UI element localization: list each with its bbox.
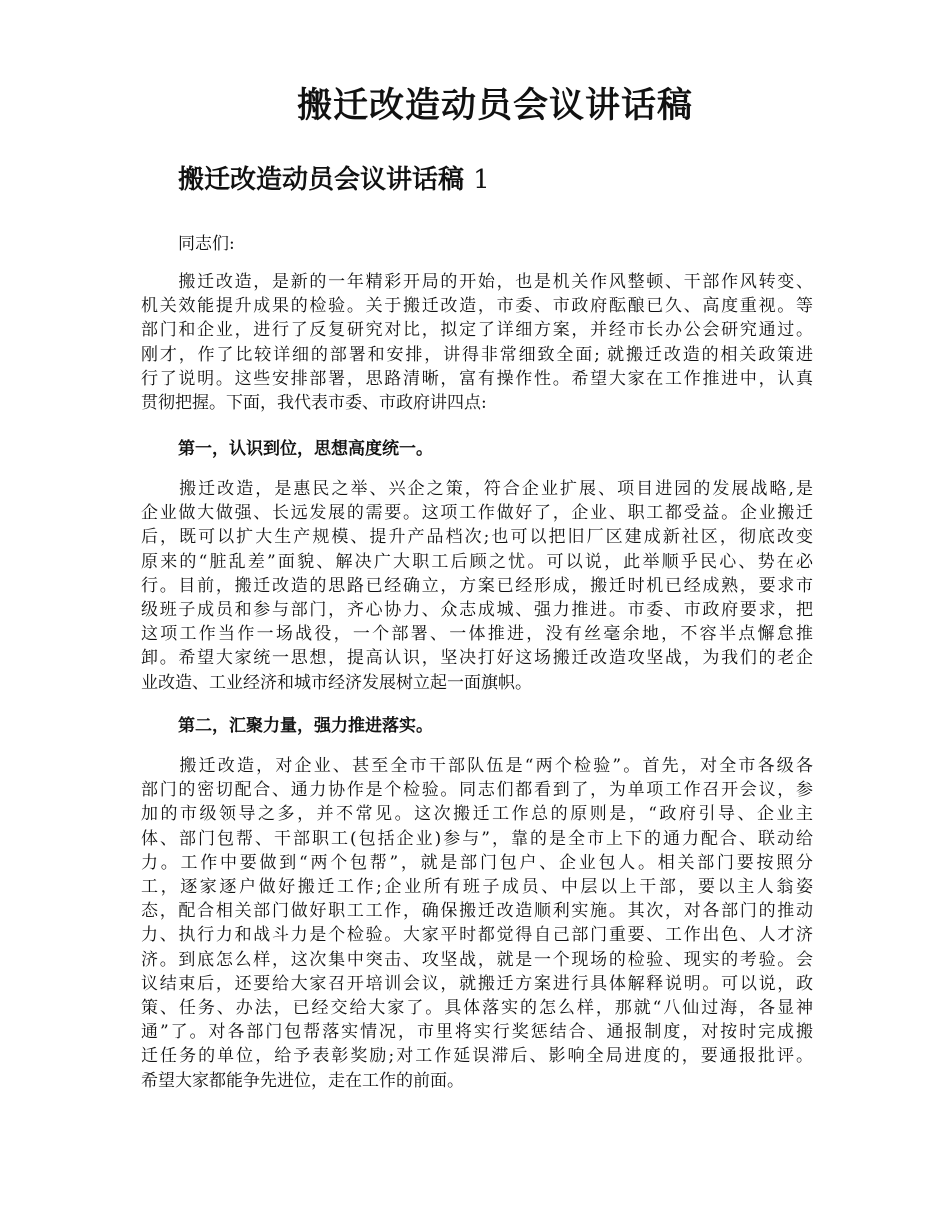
text-line: 贯彻把握。下面，我代表市委、市政府讲四点:	[141, 393, 487, 414]
text-line: 搬迁改造，对企业、甚至全市干部队伍是“两个检验”。首先，对全市各级各	[141, 756, 813, 776]
text-line: 业改造、工业经济和城市经济发展树立起一面旗帜。	[141, 672, 532, 693]
text-line: 搬迁改造，是新的一年精彩开局的开始，也是机关作风整顿、干部作风转变、	[141, 272, 813, 292]
text-line: 迁任务的单位，给予表彰奖励;对工作延误滞后、影响全局进度的，要通报批评。	[141, 1046, 813, 1067]
text-line: 部门和企业，进行了反复研究对比，拟定了详细方案，并经市长办公会研究通过。	[141, 320, 813, 341]
intro-paragraph	[141, 270, 813, 415]
text-line: 后，既可以扩大生产规模、提升产品档次;也可以把旧厂区建成新社区，彻底改变	[141, 527, 813, 548]
section-title-text: 搬迁改造动员会议讲话稿	[178, 165, 465, 195]
text-line: 企业做大做强、长远发展的需要。这项工作做好了，企业、职工都受益。企业搬迁	[141, 503, 813, 524]
point1-paragraph	[141, 477, 813, 695]
text-line: 希望大家都能争先进位，走在工作的前面。	[141, 1070, 464, 1091]
text-line: 策、任务、办法，已经交给大家了。具体落实的怎么样，那就“八仙过海，各显神	[141, 998, 813, 1019]
text-line: 机关效能提升成果的检验。关于搬迁改造，市委、市政府酝酿已久、高度重视。等	[141, 296, 813, 317]
text-line: 行了说明。这些安排部署，思路清晰，富有操作性。希望大家在工作推进中，认真	[141, 368, 813, 389]
text-line: 加的市级领导之多，并不常见。这次搬迁工作总的原则是，“政府引导、企业主	[141, 804, 813, 825]
point2-paragraph	[141, 754, 813, 1093]
document-title: 搬迁改造动员会议讲话稿	[296, 85, 693, 126]
point1-lines	[141, 477, 813, 695]
text-line: 刚才，作了比较详细的部署和安排，讲得非常细致全面; 就搬迁改造的相关政策进	[141, 344, 813, 365]
text-line: 济。到底怎么样，这次集中突击、攻坚战，就是一个现场的检验、现实的考验。会	[141, 949, 813, 970]
text-line: 工，逐家逐户做好搬迁工作;企业所有班子成员、中层以上干部，要以主人翁姿	[141, 877, 813, 898]
section-title	[178, 163, 490, 197]
point2-lines	[141, 754, 813, 1093]
section-number: 1	[473, 165, 490, 195]
text-line: 这项工作当作一场战役，一个部署、一体推进，没有丝毫余地，不容半点懈怠推	[141, 624, 813, 645]
salutation: 同志们:	[178, 234, 235, 254]
intro-lines	[141, 270, 813, 415]
text-line: 级班子成员和参与部门，齐心协力、众志成城、强力推进。市委、市政府要求，把	[141, 600, 813, 621]
text-line: 部门的密切配合、通力协作是个检验。同志们都看到了，为单项工作召开会议，参	[141, 780, 813, 801]
text-line: 行。目前，搬迁改造的思路已经确立，方案已经形成，搬迁时机已经成熟，要求市	[141, 575, 813, 596]
text-line: 议结束后，还要给大家召开培训会议，就搬迁方案进行具体解释说明。可以说，政	[141, 973, 813, 994]
text-line: 通”了。对各部门包帮落实情况，市里将实行奖惩结合、通报制度，对按时完成搬	[141, 1022, 813, 1043]
text-line: 力。工作中要做到“两个包帮”，就是部门包户、企业包人。相关部门要按照分	[141, 852, 813, 873]
point1-heading: 第一，认识到位，思想高度统一。	[178, 439, 433, 459]
text-line: 搬迁改造，是惠民之举、兴企之策，符合企业扩展、项目进园的发展战略,是	[141, 479, 813, 499]
text-line: 体、部门包帮、干部职工(包括企业)参与”，靠的是全市上下的通力配合、联动给	[141, 828, 813, 849]
text-line: 卸。希望大家统一思想，提高认识，坚决打好这场搬迁改造攻坚战，为我们的老企	[141, 648, 813, 669]
point2-heading: 第二，汇聚力量，强力推进落实。	[178, 716, 433, 736]
text-line: 力、执行力和战斗力是个检验。大家平时都觉得自己部门重要、工作出色、人才济	[141, 925, 813, 946]
text-line: 原来的“脏乱差”面貌、解决广大职工后顾之忧。可以说，此举顺乎民心、势在必	[141, 551, 813, 572]
text-line: 态，配合相关部门做好职工工作，确保搬迁改造顺利实施。其次，对各部门的推动	[141, 901, 813, 922]
